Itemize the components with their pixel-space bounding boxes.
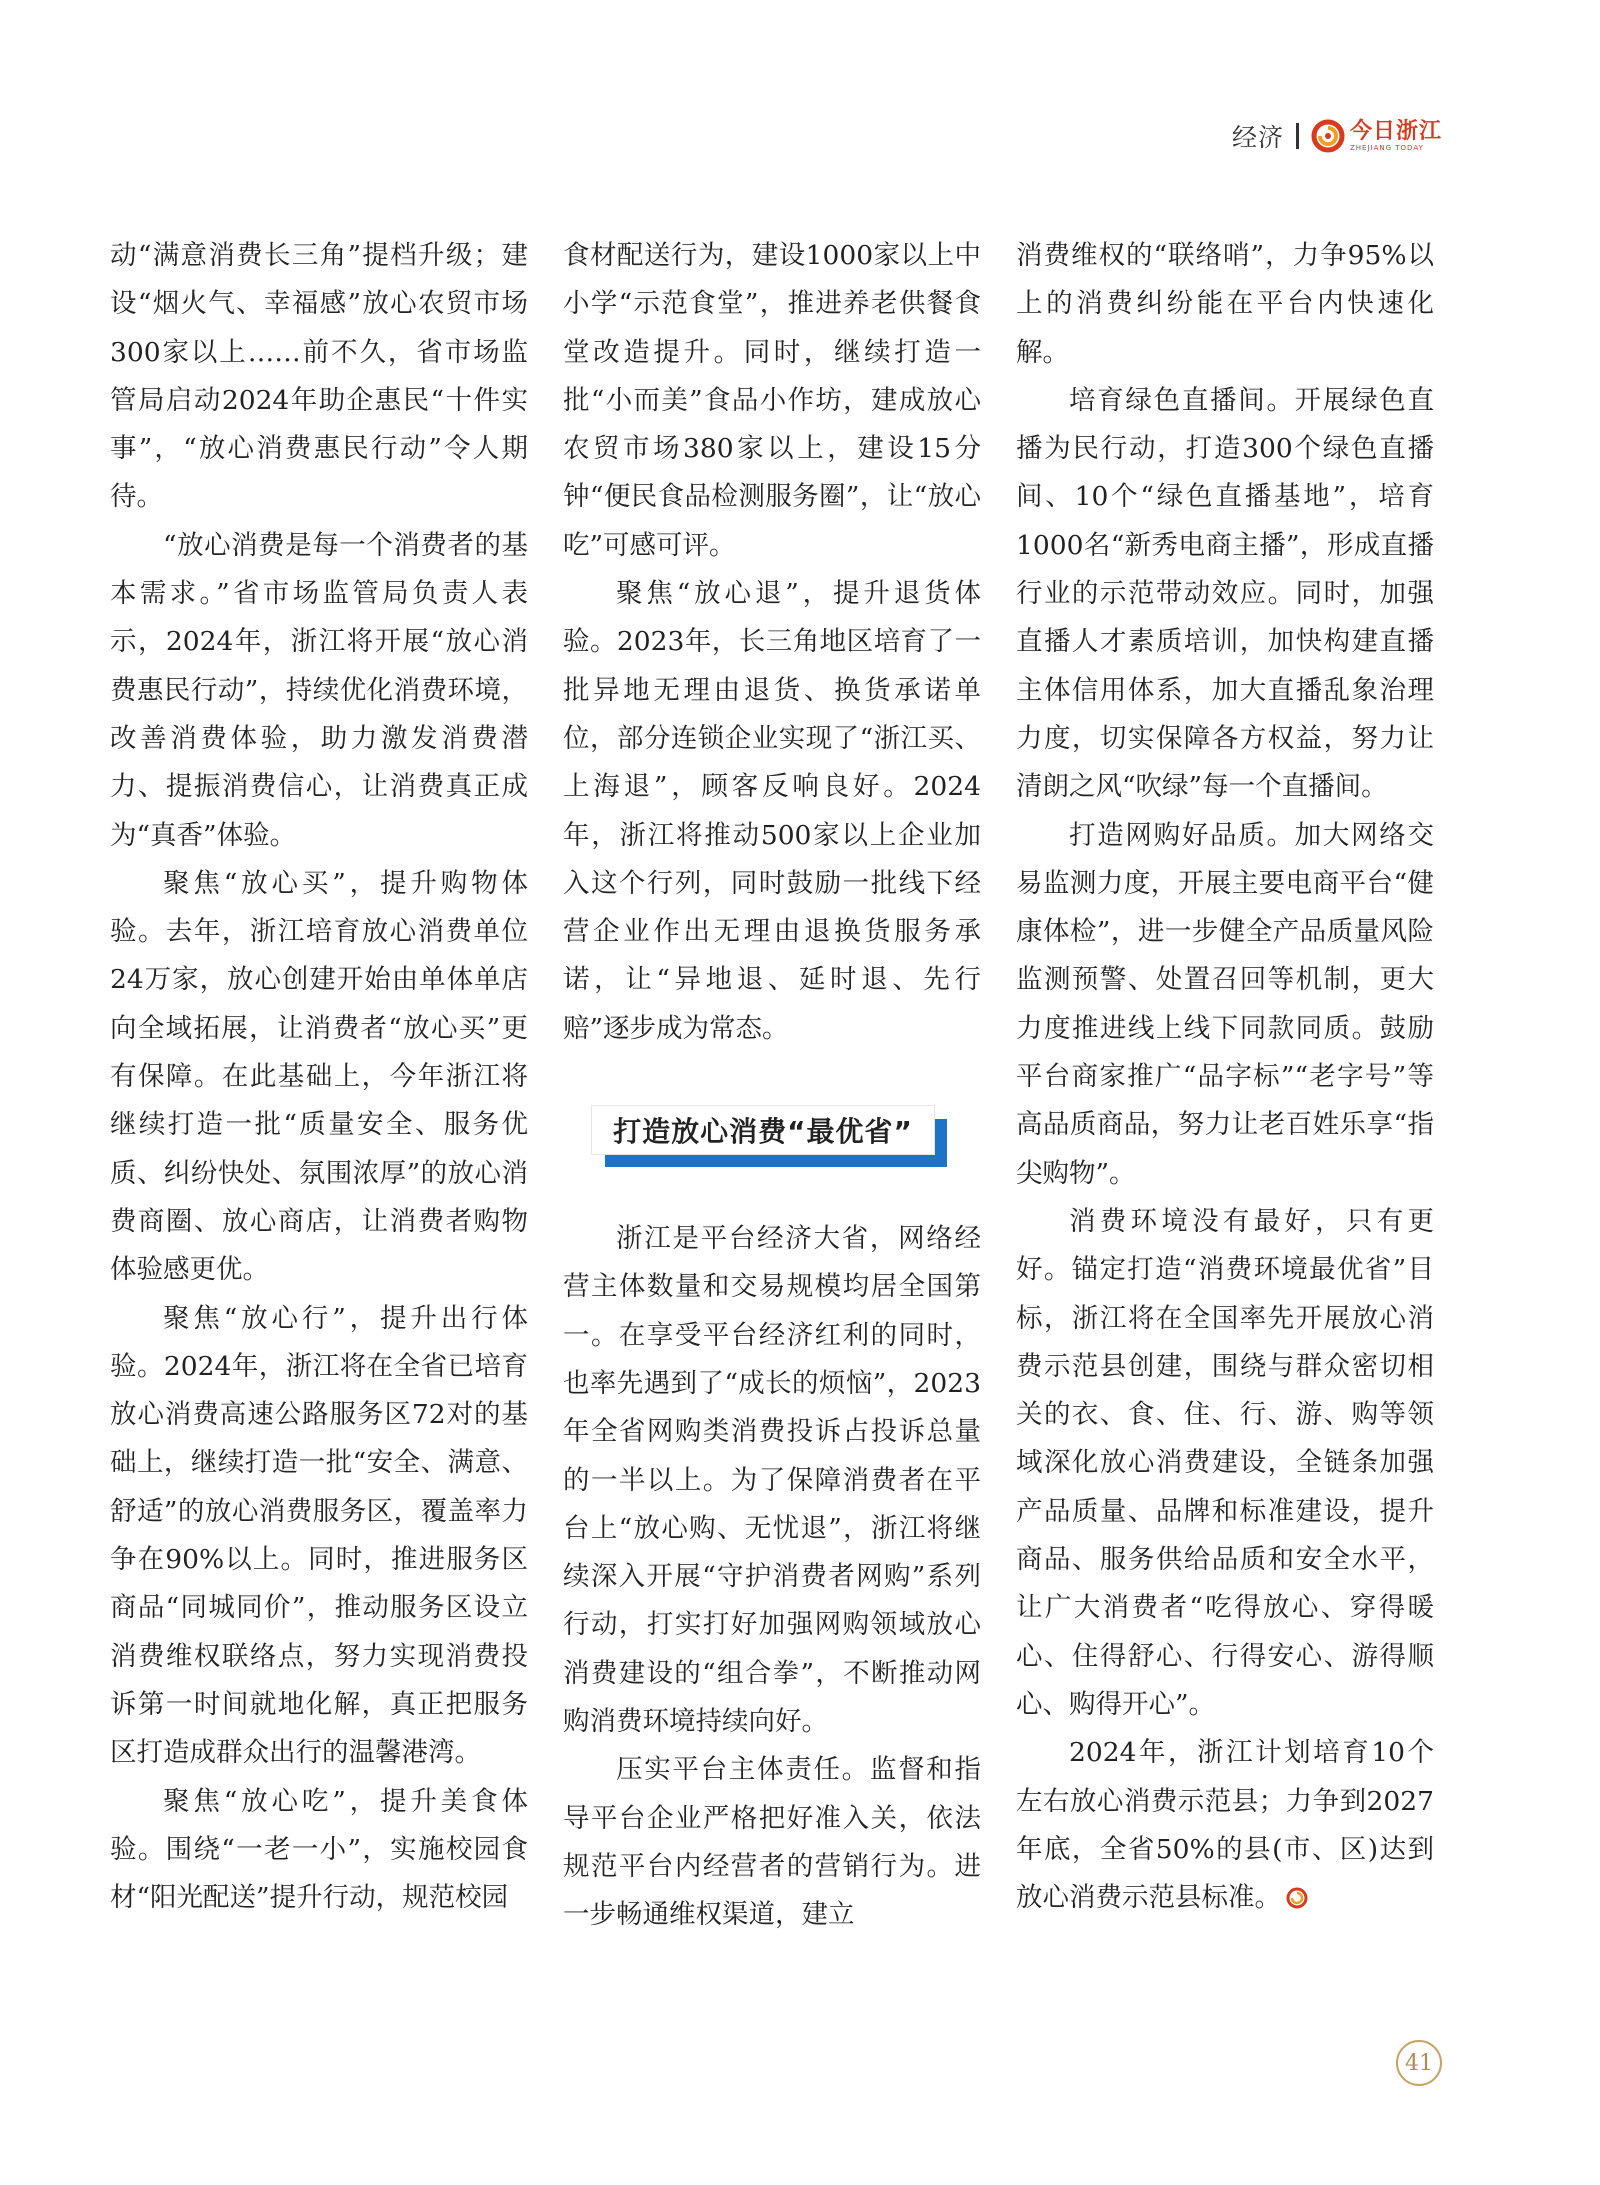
paragraph: 压实平台主体责任。监督和指导平台企业严格把好准入关，依法规范平台内经营者的营销行为。进一步畅通维权渠道，建立 [563,1754,981,1931]
paragraph: “放心消费是每一个消费者的基本需求。”省市场监管局负责人表示，2024年，浙江将开展“放心消费惠民行动”，持续优化消费环境，改善消费体验，助力激发消费潜力、提振消费信心，让消费真正成为“真香”体验。 [110,529,528,851]
paragraph-final [1016,1729,1434,1922]
header-separator [1296,123,1299,149]
paragraph: 动“满意消费长三角”提档升级；建设“烟火气、幸福感”放心农贸市场300家以上……前不久，省市场监管局启动2024年助企惠民“十件实事”，“放心消费惠民行动”令人期待。 [110,240,528,513]
heading-text: 打造放心消费“最优省” [613,1115,913,1149]
paragraph: 打造网购好品质。加大网络交易监测力度，开展主要电商平台“健康体检”，进一步健全产品质量风险监测预警、处置召回等机制，更大力度推进线上线下同款同质。鼓励平台商家推广“品字标”“老字号”等高品质商品，努力让老百姓乐享“指尖购物”。 [1016,819,1434,1189]
paragraph: 聚焦“放心买”，提升购物体验。去年，浙江培育放心消费单位24万家，放心创建开始由单体单店向全域拓展，让消费者“放心买”更有保障。在此基础上，今年浙江将继续打造一批“质量安全、服务优质、纠纷快处、氛围浓厚”的放心消费商圈、放心商店，让消费者购物体验感更优。 [110,867,528,1286]
heading-face [591,1105,935,1155]
paragraph: 消费环境没有最好，只有更好。锚定打造“消费环境最优省”目标，浙江将在全国率先开展放心消费示范县创建，围绕与群众密切相关的衣、食、住、行、游、购等领域深化放心消费建设，全链条加强产品质量、品牌和标准建设，提升商品、服务供给品质和安全水平，让广大消费者“吃得放心、穿得暖心、住得舒心、行得安心、游得顺心、购得开心”。 [1016,1205,1434,1720]
page-number: 41 [1396,2040,1442,2086]
paragraph: 聚焦“放心行”，提升出行体验。2024年，浙江将在全省已培育放心消费高速公路服务区72对的基础上，继续打造一批“安全、满意、舒适”的放心消费服务区，覆盖率力争在90%以上。同时，推进服务区商品“同城同价”，推动服务区设立消费维权联络点，努力实现消费投诉第一时间就地化解，真正把服务区打造成群众出行的温馨港湾。 [110,1302,528,1769]
column-1 [110,232,528,1922]
paragraph: 浙江是平台经济大省，网络经营主体数量和交易规模均居全国第一。在享受平台经济红利的同时，也率先遇到了“成长的烦恼”，2023年全省网购类消费投诉占投诉总量的一半以上。为了保障消费者在平台上“放心购、无忧退”，浙江将继续深入开展“守护消费者网购”系列行动，打实打好加强网购领域放心消费建设的“组合拳”，不断推动网购消费环境持续向好。 [563,1223,981,1738]
logo-english-text: ZHEJIANG TODAY [1349,143,1424,152]
paragraph: 聚焦“放心吃”，提升美食体验。围绕“一老一小”，实施校园食材“阳光配送”提升行动，规范校园 [110,1785,528,1914]
logo-swirl-icon [1311,119,1345,153]
section-name: 经济 [1231,123,1284,152]
paragraph: 食材配送行为，建设1000家以上中小学“示范食堂”，推进养老供餐食堂改造提升。同时，继续打造一批“小而美”食品小作坊，建成放心农贸市场380家以上，建设15分钟“便民食品检测服务圈”，让“放心吃”可感可评。 [563,240,981,561]
paragraph: 培育绿色直播间。开展绿色直播为民行动，打造300个绿色直播间、10个“绿色直播基地”，培育1000名“新秀电商主播”，形成直播行业的示范带动效应。同时，加强直播人才素质培训，加快构建直播主体信用体系，加大直播乱象治理力度，切实保障各方权益，努力让清朗之风“吹绿”每一个直播间。 [1016,384,1434,803]
end-mark-icon [1285,1886,1309,1910]
magazine-logo [1311,119,1442,153]
column-2 [563,232,981,1940]
paragraph-final-text: 2024年，浙江计划培育10个左右放心消费示范县；力争到2027年底，全省50%的县(市、区)达到放心消费示范县标准。 [1016,1737,1434,1914]
section-heading [591,1105,947,1167]
column-3 [1016,232,1434,1922]
paragraph: 消费维权的“联络哨”，力争95%以上的消费纠纷能在平台内快速化解。 [1016,240,1434,368]
paragraph: 聚焦“放心退”，提升退货体验。2023年，长三角地区培育了一批异地无理由退货、换货承诺单位，部分连锁企业实现了“浙江买、上海退”，顾客反响良好。2024年，浙江将推动500家以上企业加入这个行列，同时鼓励一批线下经营企业作出无理由退换货服务承诺，让“异地退、延时退、先行赔”逐步成为常态。 [563,578,981,1044]
logo-chinese-text: 今日浙江 [1349,118,1442,144]
page-header [1232,118,1442,154]
